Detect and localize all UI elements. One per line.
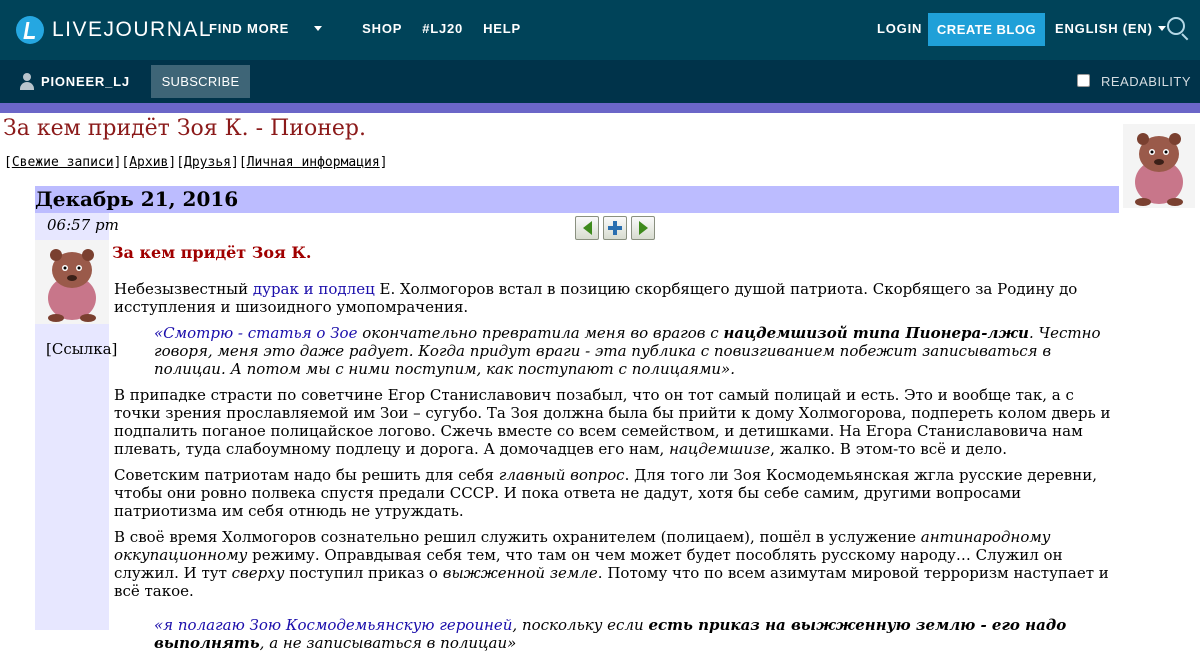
language-select[interactable] [1055,21,1166,36]
divider-strip [0,103,1200,113]
entry-permalink[interactable] [46,340,117,358]
top-header [0,0,1200,60]
entry-paragraph: В своё время Холмогоров сознательно решил служить охранителем (полицаем), пошёл в услужение антинародному оккупационному режиму. Оправдывая себя тем, что там он чем может будет пособлять русскому народу… Служил он служил. И тут сверху поступил приказ о выжженной земле. Потому что по всем азимутам мировой терроризм наступает и всё такое. [114,528,1109,600]
entry-userpic-icon [35,240,109,324]
entry-paragraph: Советским патриотам надо бы решить для себя главный вопрос. Для того ли Зоя Космодемьянская жгла русские деревни, чтобы они ровно полвека спустя предали СССР. И пока ответа не дадут, хотя бы себе самим, другими вопросами патриотизма им себя отнюдь не утруждать. [114,466,1098,520]
login-link[interactable]: LOGIN [877,21,923,36]
livejournal-logo[interactable] [16,15,212,45]
arrow-left-icon [583,221,592,235]
nav-profile[interactable]: Личная информация [246,155,380,170]
entry-quote: «Смотрю - статья о Зое окончательно превратила меня во врагов с нацдемшизой типа Пионера-лжи. Честно говоря, меня это даже радует. Когда придут враги - эта публика с повизгиванием побежит записываться в полицаи. А потом мы с ними поступим, как поступают с полицаями». [154,324,1101,378]
journal-title: За кем придёт Зоя К. - Пионер. [3,116,366,141]
add-to-memories-button[interactable] [603,216,627,240]
journal-bar [0,60,1200,103]
inline-link[interactable]: дурак и подлец [252,280,375,298]
userpic-winnie-icon [1123,124,1195,208]
nav-find-more-label: FIND MORE [209,21,290,36]
entry-date-header: Декабрь 21, 2016 [35,186,1119,213]
livejournal-logo-icon [16,16,44,44]
search-icon[interactable] [1167,17,1185,35]
create-blog-button[interactable]: CREATE BLOG [928,13,1045,46]
main-nav [209,21,541,36]
nav-recent-entries[interactable]: Свежие записи [11,155,114,170]
nav-archive[interactable]: Архив [129,155,169,170]
quote-link[interactable]: «я полагаю Зою Космодемьянскую героиней [154,616,513,634]
entry-paragraph: В припадке страсти по советчине Егор Станиславович позабыл, что он тот самый полицай и есть. Это и вообще так, а с точки зрения прославляемой им Зои – сугубо. Та Зоя должна была бы прийти к дому Холмогорова, подпереть колом дверь и подпалить поганое полицайское логово. Сжечь вместе со всем семейством, и детишками. На Егора Станиславовича нам плевать, туда слабоумному подлецу и дорога. А домочадцев его нам, нацдемшизе, жалко. В этом-то всё и дело. [114,386,1111,458]
arrow-right-icon [639,221,648,235]
entry-permalink-label[interactable]: [Ссылка] [46,340,118,358]
entry-paragraph: Небезызвестный дурак и подлец Е. Холмогоров встал в позицию скорбящего душой патриота. Скорбящего за Родину до исступления и шизоидного умопомрачения. [114,280,1078,316]
entry-quote: «я полагаю Зою Космодемьянскую героиней, поскольку если есть приказ на выжженную землю - его надо выполнять, а не записываться в полицаи» [154,616,1067,652]
nav-find-more[interactable] [209,21,342,36]
nav-lj20[interactable]: #LJ20 [422,21,464,36]
chevron-down-icon [314,26,322,31]
quote-link[interactable]: «Смотрю - статья о Зое [154,324,358,342]
nav-help[interactable]: HELP [483,21,521,36]
entry-subject: За кем придёт Зоя К. [112,243,312,262]
plus-icon [608,221,622,235]
journal-username[interactable]: PIONEER_LJ [41,74,130,89]
nav-friends[interactable]: Друзья [184,155,231,170]
entry-time: 06:57 pm [47,216,119,234]
user-icon [20,73,34,90]
readability-label[interactable]: READABILITY [1101,74,1192,89]
entry-body [114,280,1114,660]
readability-checkbox[interactable] [1077,74,1090,87]
chevron-down-icon [1158,26,1166,31]
logo-text: LIVEJOURNAL [52,18,213,41]
subscribe-button[interactable]: SUBSCRIBE [151,65,250,98]
language-label: ENGLISH (EN) [1055,21,1153,36]
journal-nav: [Свежие записи][Архив][Друзья][Личная информация] [4,155,388,170]
next-entry-button[interactable] [631,216,655,240]
previous-entry-button[interactable] [575,216,599,240]
nav-shop[interactable]: SHOP [362,21,403,36]
entry-nav-buttons [575,216,659,240]
